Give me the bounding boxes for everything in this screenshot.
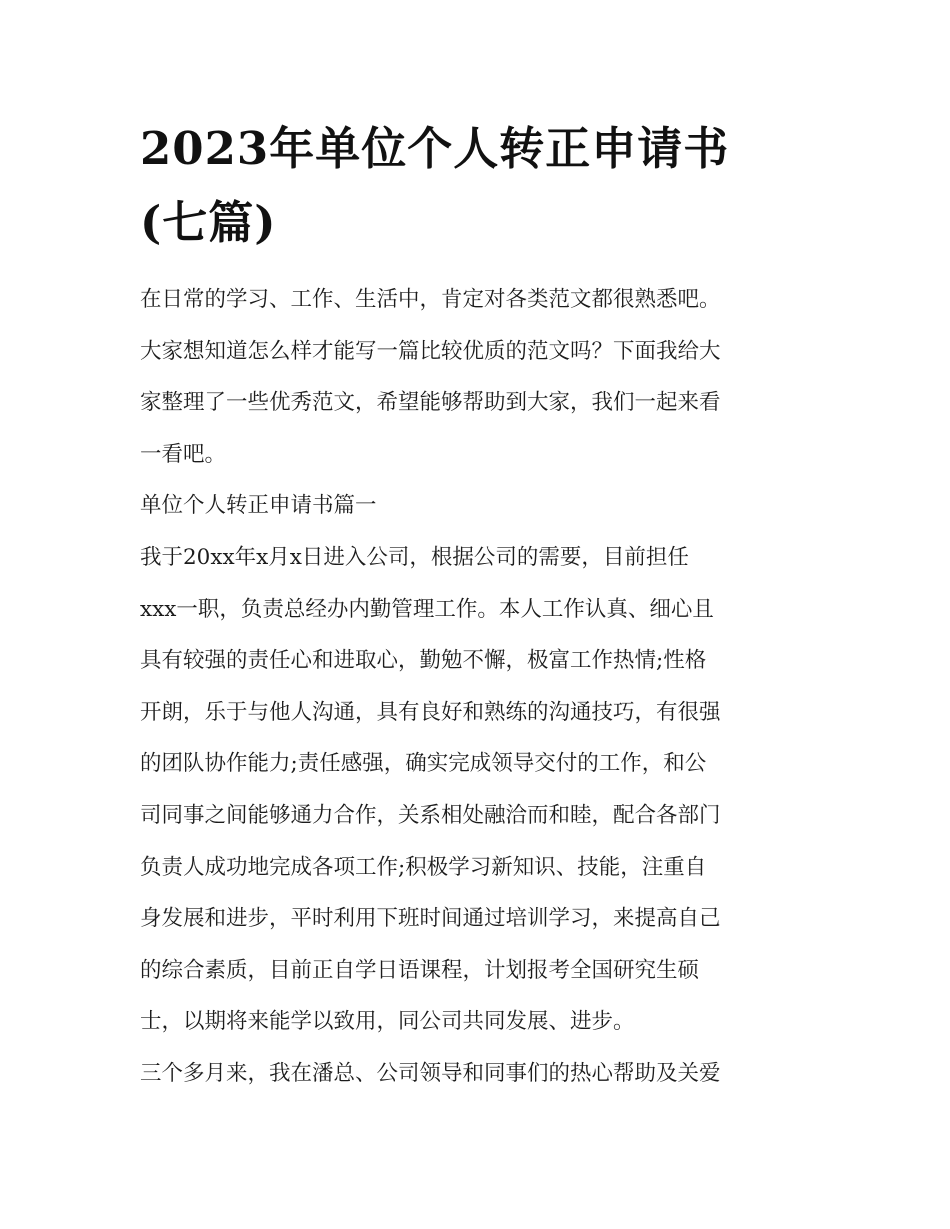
paragraph-line-3: 具有较强的责任心和进取心，勤勉不懈，极富工作热情;性格 [140,648,707,674]
paragraph-line-10: 士，以期将来能学以致用，同公司共同发展、进步。 [140,1009,635,1035]
paragraph-line-1: 我于20xx年x月x日进入公司，根据公司的需要，目前担任 [140,544,689,570]
section-heading: 单位个人转正申请书篇一 [140,493,377,519]
paragraph-line-7: 负责人成功地完成各项工作;积极学习新知识、技能，注重自 [140,854,707,880]
paragraph-2-line-1: 三个多月来，我在潘总、公司领导和同事们的热心帮助及关爱 [140,1060,721,1086]
paragraph-line-4: 开朗，乐于与他人沟通，具有良好和熟练的沟通技巧，有很强 [140,699,721,725]
paragraph-line-2: xxx一职，负责总经办内勤管理工作。本人工作认真、细心且 [140,596,714,622]
document-body [140,274,820,1100]
paragraph-line-6: 司同事之间能够通力合作，关系相处融洽而和睦，配合各部门 [140,802,721,828]
intro-line-4: 一看吧。 [140,441,227,467]
title-line-1: 2023年单位个人转正申请书 [140,122,730,175]
paragraph-line-5: 的团队协作能力;责任感强，确实完成领导交付的工作，和公 [140,751,707,777]
intro-line-2: 大家想知道怎么样才能写一篇比较优质的范文吗？下面我给大 [140,338,721,364]
title-line-2: (七篇) [140,196,277,249]
paragraph-line-9: 的综合素质，目前正自学日语课程，计划报考全国研究生硕 [140,957,700,983]
intro-line-3: 家整理了一些优秀范文，希望能够帮助到大家，我们一起来看 [140,390,721,416]
paragraph-line-8: 身发展和进步，平时利用下班时间通过培训学习，来提高自己 [140,906,721,932]
intro-line-1: 在日常的学习、工作、生活中，肯定对各类范文都很熟悉吧。 [140,287,721,312]
document-title [140,112,820,260]
